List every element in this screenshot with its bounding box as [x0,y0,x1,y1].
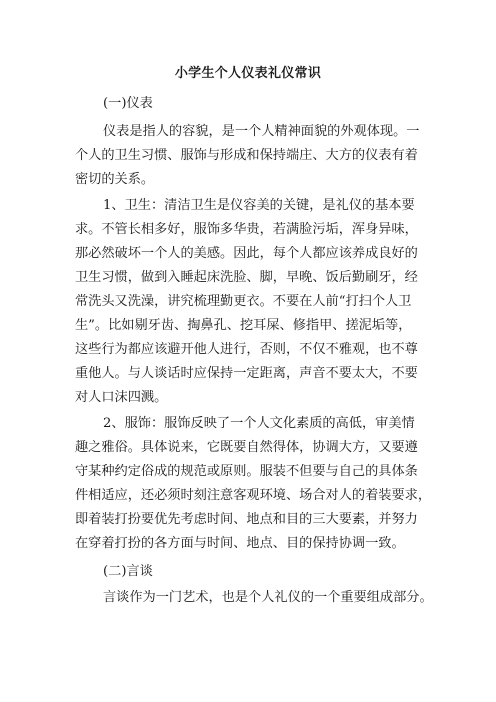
paragraph-line: 求。不管长相多好，服饰多华贵，若满脸污垢，浑身异味， [75,222,418,237]
paragraph-line: 守某种约定俗成的规范或原则。服装不但要与自己的具体条 [75,464,418,479]
paragraph-line: 卫生习惯，做到入睡起床洗脸、脚，早晚、饭后勤刷牙，经 [75,270,418,285]
paragraph-line: 仪表是指人的容貌，是一个人精神面貌的外观体现。一 [103,124,420,139]
paragraph-line: 件相适应，还必须时刻注意客观环境、场合对人的着装要求， [75,488,432,503]
section-heading-appearance: (一)仪表 [103,96,153,111]
paragraph-line: 即着装打扮要优先考虑时间、地点和目的三大要素，并努力 [75,512,418,527]
paragraph-line: 1、卫生：清洁卫生是仪容美的关键，是礼仪的基本要 [103,198,415,213]
paragraph-line: 2、服饰：服饰反映了一个人文化素质的高低，审美情 [103,416,415,431]
paragraph-line: 言谈作为一门艺术，也是个人礼仪的一个重要组成部分。 [103,590,433,605]
paragraph-line: 重他人。与人谈话时应保持一定距离，声音不要太大，不要 [75,366,418,381]
paragraph-line: 生”。比如剔牙齿、掏鼻孔、挖耳屎、修指甲、搓泥垢等， [75,318,412,333]
document-title: 小学生个人仪表礼仪常识 [174,66,322,81]
paragraph-line: 那必然破坏一个人的美感。因此，每个人都应该养成良好的 [75,246,418,261]
paragraph-line: 在穿着打扮的各方面与时间、地点、目的保持协调一致。 [75,536,405,551]
paragraph-line: 常洗头又洗澡，讲究梳理勤更衣。不要在人前“打扫个人卫 [75,294,412,309]
paragraph-line: 个人的卫生习惯、服饰与形成和保持端庄、大方的仪表有着 [75,148,418,163]
paragraph-line: 这些行为都应该避开他人进行，否则，不仅不雅观，也不尊 [75,342,418,357]
paragraph-line: 密切的关系。 [75,172,155,187]
paragraph-line: 对人口沫四溅。 [75,390,168,405]
paragraph-line: 趣之雅俗。具体说来，它既要自然得体，协调大方，又要遵 [75,440,418,455]
section-heading-speech: (二)言谈 [103,564,153,579]
